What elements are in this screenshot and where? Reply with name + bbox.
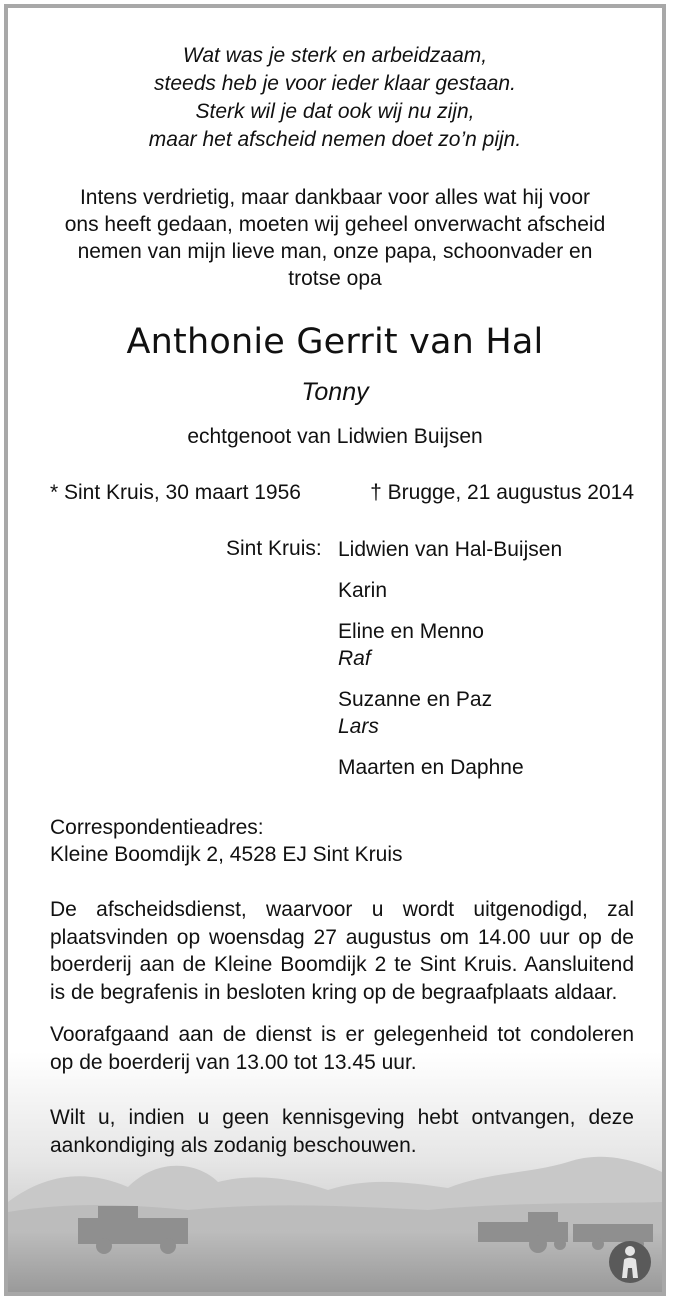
poem-line: Sterk wil je dat ook wij nu zijn, — [195, 100, 475, 123]
family-member-name: Lidwien van Hal-Buijsen — [338, 538, 563, 561]
service-paragraph: De afscheidsdienst, waarvoor u wordt uitgenodigd, zal plaatsvinden op woensdag 27 augustus om 14.00 uur op de boerderij aan de Kleine Boomdijk 2 te Sint Kruis. Aansluitend is de begrafenis in besloten kring op de begraafplaats aldaar. — [50, 898, 634, 1004]
family-member-name: Karin — [338, 579, 388, 602]
correspondence-address-line: Kleine Boomdijk 2, 4528 EJ Sint Kruis — [50, 843, 403, 866]
family-member-name: Eline en Menno — [338, 620, 484, 643]
family-place: Sint Kruis: — [226, 537, 322, 560]
family-member — [338, 686, 562, 740]
deceased-nickname: Tonny — [301, 378, 369, 406]
family-member — [338, 754, 562, 781]
correspondence-address — [50, 814, 403, 868]
death-info: † Brugge, 21 augustus 2014 — [370, 481, 634, 504]
poem-line: steeds heb je voor ieder klaar gestaan. — [154, 72, 516, 95]
intro-line: trotse opa — [288, 267, 382, 290]
family-member-child: Raf — [338, 647, 371, 670]
correspondence-label: Correspondentieadres: — [50, 816, 264, 839]
deceased-name: Anthonie Gerrit van Hal — [126, 322, 544, 362]
family-member — [338, 618, 562, 672]
family-member-child: Lars — [338, 715, 379, 738]
poem-line: maar het afscheid nemen doet zo’n pijn. — [148, 128, 522, 151]
intro-line: nemen van mijn lieve man, onze papa, schoonvader en — [77, 240, 593, 263]
family-member-name: Suzanne en Paz — [338, 688, 493, 711]
intro-line: ons heeft gedaan, moeten wij geheel onverwacht afscheid — [64, 213, 606, 236]
intro-line: Intens verdrietig, maar dankbaar voor alles wat hij voor — [79, 186, 591, 209]
poem — [8, 42, 662, 154]
death-notice-card — [4, 4, 666, 1296]
poem-line: Wat was je sterk en arbeidzaam, — [182, 44, 488, 67]
birth-info: * Sint Kruis, 30 maart 1956 — [50, 481, 301, 504]
intro-text — [48, 184, 622, 292]
family-member-name: Maarten en Daphne — [338, 756, 524, 779]
spouse-line: echtgenoot van Lidwien Buijsen — [187, 425, 483, 448]
notice-paragraph: Wilt u, indien u geen kennisgeving hebt ontvangen, deze aankondiging als zodanig beschouwen. — [50, 1106, 634, 1157]
family-member — [338, 536, 562, 563]
family-member — [338, 577, 562, 604]
family-list — [338, 536, 562, 795]
person-silhouette-logo-icon — [608, 1240, 652, 1284]
condolence-paragraph: Voorafgaand aan de dienst is er gelegenheid tot condoleren op de boerderij van 13.00 tot 13.45 uur. — [50, 1023, 634, 1074]
farm-field-background-image — [8, 1052, 662, 1292]
